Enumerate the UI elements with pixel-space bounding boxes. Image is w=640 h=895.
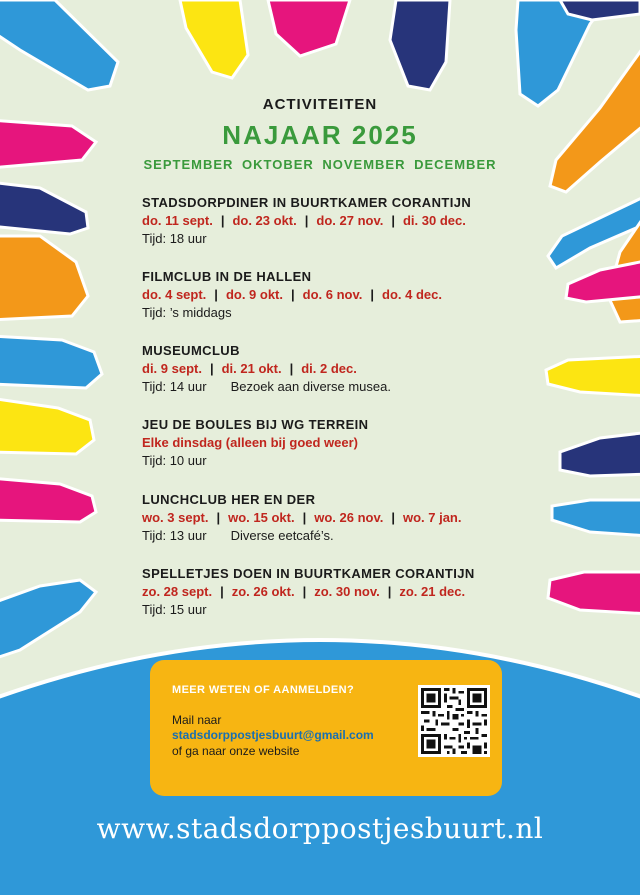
blob-blue-top-left	[0, 0, 118, 90]
mail-label: Mail naar	[172, 713, 222, 727]
activity-info	[142, 378, 562, 396]
activity-dates	[142, 434, 562, 452]
activity-title: LUNCHCLUB HER EN DER	[142, 492, 316, 507]
blob-blue-left-2	[0, 580, 96, 660]
date-separator: |	[391, 510, 395, 525]
date-separator: |	[220, 213, 225, 228]
activity-title: JEU DE BOULES BIJ WG TERREIN	[142, 417, 369, 432]
activity-date: zo. 26 okt.	[231, 584, 295, 599]
activity-date: zo. 28 sept.	[142, 584, 213, 599]
activity-title: MUSEUMCLUB	[142, 343, 240, 358]
activity-dates	[142, 360, 562, 378]
blob-blue-right-2	[552, 500, 640, 536]
activity-block	[142, 416, 562, 470]
date-separator: |	[289, 361, 294, 376]
date-separator: |	[391, 213, 395, 228]
activity-date: di. 2 dec.	[301, 361, 357, 376]
activity-block	[142, 268, 562, 322]
date-separator: |	[302, 584, 307, 599]
activity-time: Tijd: 13 uur	[142, 528, 207, 543]
activity-dates	[142, 286, 562, 304]
qr-code-icon[interactable]	[418, 685, 490, 757]
activity-date: wo. 15 okt.	[228, 510, 295, 525]
activity-date: do. 23 okt.	[232, 213, 297, 228]
activity-date: zo. 21 dec.	[399, 584, 466, 599]
activity-date: di. 21 okt.	[221, 361, 282, 376]
date-separator: |	[304, 213, 309, 228]
activity-date: wo. 3 sept.	[142, 510, 209, 525]
activity-date: do. 9 okt.	[225, 287, 283, 302]
activity-title: STADSDORPDINER IN BUURTKAMER CORANTIJN	[142, 195, 472, 210]
blob-blue-left	[0, 336, 102, 388]
activity-time: Tijd: 10 uur	[142, 453, 207, 468]
activity-date: wo. 7 jan.	[402, 510, 462, 525]
activity-date: di. 9 sept.	[142, 361, 202, 376]
date-separator: |	[216, 510, 221, 525]
info-card-heading: MEER WETEN OF AANMELDEN?	[172, 684, 355, 696]
activity-time: Tijd: 14 uur	[142, 379, 207, 394]
activity-time: Tijd: 18 uur	[142, 231, 207, 246]
header-kicker: ACTIVITEITEN	[262, 96, 378, 113]
date-separator: |	[387, 584, 392, 599]
season-title: NAJAAR 2025	[222, 120, 418, 150]
activity-date: do. 6 nov.	[302, 287, 363, 302]
activity-block	[142, 342, 562, 396]
blob-orange-left	[0, 236, 88, 320]
activity-date: do. 11 sept.	[142, 213, 213, 228]
activity-dates	[142, 509, 562, 527]
activity-note: Bezoek aan diverse musea.	[230, 379, 391, 394]
activity-dates	[142, 583, 562, 601]
info-card	[150, 660, 502, 796]
date-separator: |	[370, 287, 374, 302]
date-separator: |	[220, 584, 224, 599]
blob-navy-left	[0, 182, 88, 234]
date-separator: |	[214, 287, 218, 302]
activity-date: wo. 26 nov.	[314, 510, 384, 525]
activity-note: Diverse eetcafé’s.	[230, 528, 334, 543]
date-separator: |	[209, 361, 214, 376]
activity-time: Tijd: 15 uur	[142, 602, 207, 617]
blob-yellow-top	[180, 0, 248, 78]
activity-date: do. 4 sept.	[142, 287, 207, 302]
activity-block	[142, 565, 562, 619]
activity-date: Elke dinsdag (alleen bij goed weer)	[142, 435, 358, 450]
date-separator: |	[302, 510, 307, 525]
blob-navy-right	[560, 432, 640, 476]
activity-title: SPELLETJES DOEN IN BUURTKAMER CORANTIJN	[142, 566, 475, 581]
blob-magenta-left-2	[0, 478, 96, 522]
activity-date: di. 30 dec.	[402, 213, 466, 228]
activity-info	[142, 527, 562, 545]
activity-title: FILMCLUB IN DE HALLEN	[142, 269, 312, 284]
blob-yellow-left	[0, 398, 94, 454]
activity-date: zo. 30 nov.	[314, 584, 380, 599]
email-link[interactable]: stadsdorppostjesbuurt@gmail.com	[172, 728, 374, 742]
months-line: SEPTEMBER OKTOBER NOVEMBER DECEMBER	[143, 157, 497, 172]
blob-magenta-top	[268, 0, 350, 56]
activity-date: do. 27 nov.	[316, 213, 384, 228]
activity-block	[142, 491, 562, 545]
date-separator: |	[291, 287, 295, 302]
activity-date: do. 4 dec.	[382, 287, 442, 302]
blob-magenta-right	[566, 260, 640, 302]
activity-time: Tijd: ’s middags	[142, 305, 232, 320]
footer-website[interactable]: www.stadsdorppostjesbuurt.nl	[96, 812, 544, 845]
activity-dates	[142, 212, 562, 230]
activity-block	[142, 194, 562, 248]
website-label: of ga naar onze website	[172, 744, 300, 758]
blob-navy-top	[390, 0, 450, 90]
